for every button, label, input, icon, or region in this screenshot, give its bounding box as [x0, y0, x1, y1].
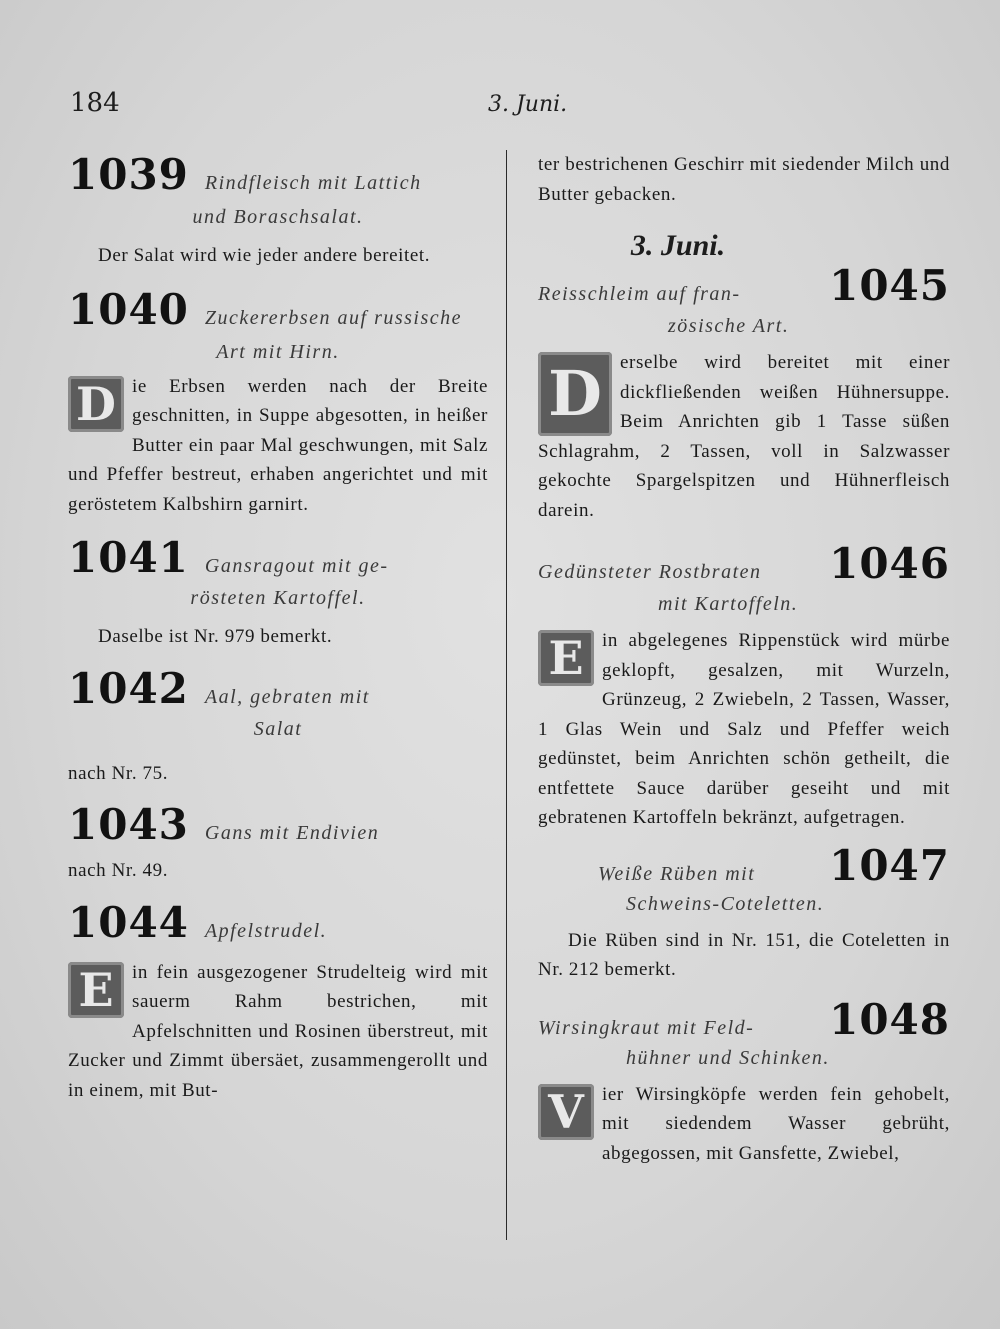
recipe-paragraph [538, 1080, 950, 1169]
recipe-text: erselbe wird bereitet mit einer dickfließenden weißen Hühnersuppe. Beim Anrichten gib 1 Tasse süßen Schlagrahm, 2 Tassen, voll in Salzwasser gekochte Spargelspitzen und Hühnerfleisch darein. [538, 352, 950, 521]
drop-cap-initial: E [538, 630, 594, 686]
left-column [68, 148, 488, 1105]
recipe-title-cont: hühner und Schinken. [626, 1046, 830, 1069]
recipe-text: Die Rüben sind in Nr. 151, die Coteletten in Nr. 212 bemerkt. [538, 929, 950, 980]
recipe-text: ier Wirsingköpfe werden fein gehobelt, mit siedendem Wasser gebrüht, abgegossen, mit Gansfette, Zwiebel, [602, 1083, 950, 1164]
recipe-heading [538, 261, 950, 310]
recipe-title-cont: zösische Art. [668, 315, 790, 337]
recipe-1045 [538, 261, 950, 525]
recipe-text: ie Erbsen werden nach der Breite geschnitten, in Suppe abgesotten, in heißer Butter ein paar Mal geschwungen, mit Salz und Pfeffer bestreut, erhaben angerichtet und mit geröstetem Kalbshirn garnirt. [68, 375, 488, 515]
recipe-1047 [538, 840, 950, 985]
recipe-title: Gans mit Endivien [204, 822, 380, 844]
recipe-title: Weiße Rüben mit [598, 862, 756, 885]
recipe-1046 [538, 539, 950, 833]
header-date: 3. Juni. [488, 92, 568, 117]
recipe-1040 [68, 284, 488, 520]
recipe-heading [68, 533, 488, 582]
recipe-number: 1044 [68, 897, 189, 947]
recipe-title: Reisschleim auf fran- [538, 283, 741, 305]
recipe-heading [538, 994, 950, 1044]
recipe-text: in fein ausgezogener Strudelteig wird mit sauerm Rahm bestrichen, mit Apfelschnitten und Rosinen überstreut, mit Zucker und Zimmt übersäet, zusammengerollt und in einem, mit But- [68, 961, 488, 1101]
drop-cap-initial: V [538, 1084, 594, 1140]
right-column [538, 148, 950, 1168]
recipe-number: 1047 [829, 840, 950, 890]
section-date-heading: 3. Juni. [630, 229, 726, 262]
recipe-1039 [68, 150, 488, 271]
recipe-title-cont: Art mit Hirn. [216, 340, 340, 363]
recipe-title-cont: und Boraschsalat. [192, 206, 364, 228]
recipe-paragraph [68, 958, 488, 1106]
recipe-title-cont: mit Kartoffeln. [658, 593, 799, 615]
drop-cap-initial: E [68, 962, 124, 1018]
recipe-heading [538, 539, 950, 588]
recipe-1044 [68, 897, 488, 1106]
recipe-paragraph [538, 348, 950, 525]
recipe-number: 1048 [829, 994, 950, 1044]
recipe-paragraph [68, 372, 488, 520]
recipe-number: 1043 [68, 800, 189, 849]
recipe-number: 1042 [68, 663, 189, 713]
recipe-title-cont: rösteten Kartoffel. [190, 587, 366, 609]
recipe-number: 1041 [68, 533, 189, 582]
recipe-heading [68, 897, 488, 947]
recipe-title: Rindfleisch mit Lattich [204, 172, 422, 194]
recipe-text: in abgelegenes Rippenstück wird mürbe geklopft, gesalzen, mit Wurzeln, Grünzeug, 2 Zwiebeln, 2 Tassen, Wasser, 1 Glas Wein und Salz und Pfeffer weich gedünstet, beim Anrichten schön getheilt, die entfettete Sauce darüber geseiht und mit gebratenen Kartoffeln bekränzt, aufgetragen. [538, 630, 950, 828]
recipe-title: Zuckererbsen auf russische [204, 306, 463, 329]
drop-cap-initial: D [538, 352, 612, 436]
recipe-title: Wirsingkraut mit Feld- [538, 1016, 755, 1039]
recipe-title: Apfelstrudel. [204, 919, 328, 942]
recipe-heading [68, 663, 488, 713]
recipe-1042 [68, 663, 488, 789]
continued-text: ter bestrichenen Geschirr mit siedender Milch und Butter gebacken. [538, 154, 950, 205]
drop-cap-initial: D [68, 376, 124, 432]
recipe-1043 [68, 800, 488, 886]
recipe-title-cont: Salat [253, 717, 303, 740]
recipe-paragraph [538, 626, 950, 833]
column-divider [506, 150, 507, 1240]
recipe-text: nach Nr. 75. [68, 762, 169, 784]
recipe-1041 [68, 533, 488, 652]
recipe-heading [68, 800, 488, 849]
recipe-text: nach Nr. 49. [68, 860, 169, 881]
recipe-heading [68, 284, 488, 334]
recipe-text: Daselbe ist Nr. 979 bemerkt. [98, 626, 333, 647]
recipe-heading [68, 150, 488, 199]
recipe-heading [538, 840, 950, 890]
page-number: 184 [70, 88, 120, 118]
recipe-text: Der Salat wird wie jeder andere bereitet. [98, 245, 431, 266]
recipe-1048 [538, 994, 950, 1169]
recipe-title-cont: Schweins-Coteletten. [626, 892, 825, 915]
recipe-number: 1040 [68, 284, 189, 334]
recipe-title: Gedünsteter Rostbraten [538, 561, 762, 583]
recipe-number: 1046 [829, 539, 950, 588]
recipe-title: Aal, gebraten mit [204, 685, 370, 708]
recipe-number: 1039 [68, 150, 189, 199]
recipe-title: Gansragout mit ge- [204, 555, 389, 577]
running-head [70, 88, 950, 128]
recipe-number: 1045 [829, 261, 950, 310]
